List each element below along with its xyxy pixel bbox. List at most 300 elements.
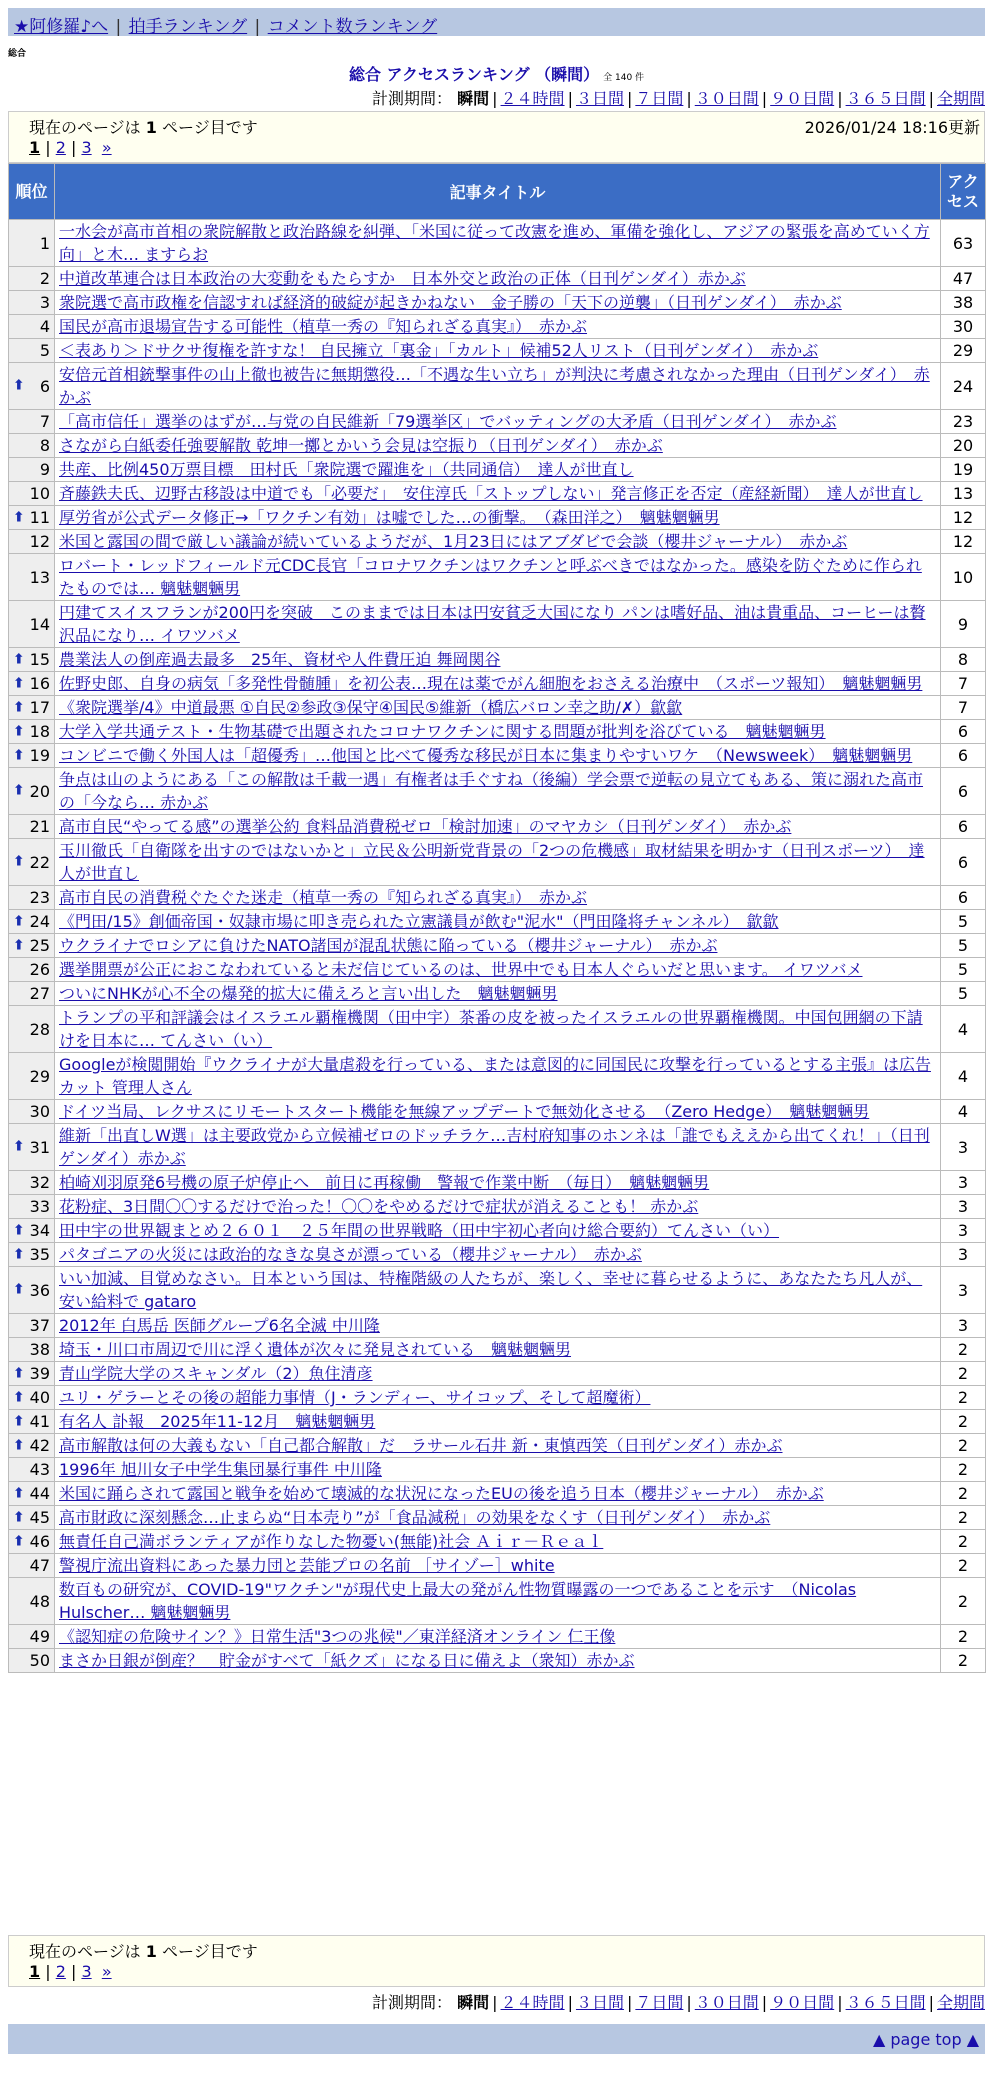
table-row [9,1195,986,1219]
table-row [9,672,986,696]
article-link[interactable]: 佐野史郎、自身の病気「多発性骨髄腫」を初公表…現在は薬でがん細胞をおさえる治療中 （スポーツ報知） 魑魅魍魎男 [59,674,923,693]
up-arrow-icon: ⬆ [13,1509,25,1525]
access-count: 4 [941,1053,986,1100]
rank-cell [9,482,55,506]
up-arrow-icon: ⬆ [13,853,25,870]
period-all-link[interactable]: 全期間 [936,89,985,108]
article-link[interactable]: 「高市信任」選挙のはずが…与党の自民維新「79選挙区」でバッティングの大矛盾（日刊ゲンダイ） 赤かぶ [59,412,837,431]
period-90d-link[interactable]: ９０日間 [770,1993,835,2012]
period-24h-link[interactable]: ２４時間 [500,89,565,108]
article-link[interactable]: ＜表あり＞ドサクサ復権を許すな！ 自民擁立「裏金」「カルト」候補52人リスト（日刊ゲンダイ） 赤かぶ [59,341,819,360]
period-365d-link[interactable]: ３６５日間 [845,89,926,108]
title-cell [55,482,941,506]
article-link[interactable]: 農業法人の倒産過去最多 25年、資材や人件費圧迫 舞岡関谷 [59,650,501,669]
access-count: 2 [941,1410,986,1434]
rank-number: 11 [29,508,50,527]
title-cell [55,1434,941,1458]
rank-cell [9,1649,55,1673]
rank-number: 32 [29,1173,50,1192]
access-count: 5 [941,910,986,934]
up-arrow-icon: ⬆ [13,1365,25,1381]
rank-number: 35 [29,1245,50,1264]
article-link[interactable]: 2012年 白馬岳 医師グループ6名全滅 中川隆 [59,1316,380,1335]
article-link[interactable]: ユリ・ゲラーとその後の超能力事情（J・ランディー、サイコップ、そして超魔術） [59,1388,651,1407]
rank-cell [9,1267,55,1314]
title-cell [55,886,941,910]
title-cell [55,554,941,601]
article-link[interactable]: ついにNHKが心不全の爆発的拡大に備えろと言い出した 魑魅魍魎男 [59,984,558,1003]
article-link[interactable]: パタゴニアの火災には政治的なきな臭さが漂っている（櫻井ジャーナル） 赤かぶ [59,1245,642,1264]
rank-number: 22 [29,852,50,872]
article-link[interactable]: 数百もの研究が、COVID-19"ワクチン"が現代史上最大の発がん性物質曝露の一つであることを示す （Nicolas Hulscher… 魑魅魍魎男 [59,1580,857,1622]
up-arrow-icon: ⬆ [13,1222,25,1238]
page-3-link[interactable]: 3 [81,1962,92,1981]
title-cell [55,648,941,672]
table-row [9,339,986,363]
table-row [9,1124,986,1171]
table-row [9,768,986,815]
title-cell [55,1314,941,1338]
access-count: 47 [941,267,986,291]
article-link[interactable]: ウクライナでロシアに負けたNATO諸国が混乱状態に陥っている（櫻井ジャーナル） 赤かぶ [59,936,718,955]
rank-cell [9,1410,55,1434]
rank-number: 45 [29,1508,50,1527]
period-7d-link[interactable]: ７日間 [635,89,684,108]
ranking-title: 総合 アクセスランキング （瞬間） [348,65,600,84]
rank-cell [9,1506,55,1530]
period-label: 計測期間： [372,1993,453,2012]
rank-cell [9,1314,55,1338]
table-row [9,1410,986,1434]
access-count: 3 [941,1267,986,1314]
table-row [9,839,986,886]
pager-box-top [8,111,985,163]
access-count: 6 [941,744,986,768]
current-page-text-bottom: 現在のページは 1 ページ目です [29,1942,258,1961]
period-3d-link[interactable]: ３日間 [575,1993,624,2012]
title-cell [55,1243,941,1267]
access-count: 2 [941,1458,986,1482]
rank-number: 38 [29,1340,50,1359]
table-row [9,958,986,982]
rank-cell [9,458,55,482]
rank-cell [9,1482,55,1506]
rank-number: 24 [29,912,50,931]
access-count: 19 [941,458,986,482]
rank-number: 17 [29,698,50,717]
up-arrow-icon: ⬆ [13,1533,25,1549]
rank-cell [9,1458,55,1482]
article-link[interactable]: さながら白紙委任強要解散 乾坤一擲とかいう会見は空振り（日刊ゲンダイ） 赤かぶ [59,436,663,455]
page-2-link[interactable]: 2 [55,138,66,157]
table-row [9,1053,986,1100]
period-30d-link[interactable]: ３０日間 [694,1993,759,2012]
rank-cell [9,720,55,744]
rank-number: 5 [39,341,50,360]
article-link[interactable]: まさか日銀が倒産？ 貯金がすべて「紙クズ」になる日に備えよ（衆知）赤かぶ [59,1651,635,1670]
rank-cell [9,910,55,934]
article-link[interactable]: ロバート・レッドフィールド元CDC長官「コロナワクチンはワクチンと呼ぶべきではなかった。感染を防ぐために作られたものでは… 魑魅魍魎男 [59,556,922,598]
rank-cell [9,410,55,434]
period-90d-link[interactable]: ９０日間 [770,89,835,108]
table-row [9,1578,986,1625]
table-row [9,1458,986,1482]
title-cell [55,1625,941,1649]
rank-number: 44 [29,1484,50,1503]
rank-cell [9,291,55,315]
table-row [9,458,986,482]
page-3-link[interactable]: 3 [81,138,92,157]
article-link[interactable]: 争点は山のようにある「この解散は千載一遇」有権者は手ぐすね（後編）学会票で逆転の見立てもある、策に溺れた高市の「今なら… 赤かぶ [59,770,924,812]
title-cell [55,910,941,934]
comment-ranking-link[interactable]: コメント数ランキング [267,17,438,37]
access-count: 6 [941,768,986,815]
rank-cell [9,1243,55,1267]
rank-cell [9,958,55,982]
rank-cell [9,1124,55,1171]
table-row [9,1314,986,1338]
rank-number: 49 [29,1627,50,1646]
separator: | [115,17,122,37]
rank-cell [9,1554,55,1578]
table-row [9,554,986,601]
table-row [9,1482,986,1506]
rank-number: 34 [29,1221,50,1240]
access-count: 2 [941,1338,986,1362]
rank-number: 21 [29,817,50,836]
access-count: 13 [941,482,986,506]
period-365d-link[interactable]: ３６５日間 [845,1993,926,2012]
rank-number: 2 [39,269,50,288]
table-header-row [9,164,986,220]
table-row [9,506,986,530]
article-link[interactable]: 選挙開票が公正におこなわれていると未だ信じているのは、世界中でも日本人ぐらいだと思います。 イワツバメ [59,960,863,979]
rank-cell [9,1171,55,1195]
title-cell [55,315,941,339]
rank-cell [9,886,55,910]
table-row [9,434,986,458]
title-cell [55,410,941,434]
up-arrow-icon: ⬆ [13,723,25,739]
article-link[interactable]: 警視庁流出資料にあった暴力団と芸能プロの名前 ［サイゾー］white [59,1556,555,1575]
title-cell [55,1053,941,1100]
article-link[interactable]: トランプの平和評議会はイスラエル覇権機関（田中宇）茶番の皮を被ったイスラエルの世界覇権機関。中国包囲網の下請けを日本に… てんさい（い） [59,1008,923,1050]
title-cell [55,958,941,982]
access-count: 2 [941,1386,986,1410]
rank-cell [9,1195,55,1219]
table-row [9,410,986,434]
access-count: 12 [941,530,986,554]
access-count: 63 [941,220,986,267]
table-row [9,1362,986,1386]
up-arrow-icon: ⬆ [13,509,25,525]
rank-number: 8 [39,436,50,455]
page-title [0,62,993,85]
access-count: 4 [941,1006,986,1053]
rank-number: 9 [39,460,50,479]
table-row [9,815,986,839]
next-page-link[interactable]: » [101,1962,112,1981]
title-cell [55,934,941,958]
rank-cell [9,672,55,696]
access-count: 6 [941,815,986,839]
rank-number: 3 [39,293,50,312]
rank-cell [9,1434,55,1458]
table-row [9,482,986,506]
rank-cell [9,1386,55,1410]
table-row [9,1006,986,1053]
page-2-link[interactable]: 2 [55,1962,66,1981]
rank-number: 18 [29,722,50,741]
up-arrow-icon: ⬆ [13,913,25,929]
rank-cell [9,1338,55,1362]
rank-number: 29 [29,1066,50,1086]
rank-cell [9,839,55,886]
access-count: 3 [941,1243,986,1267]
rank-number: 40 [29,1388,50,1407]
period-current: 瞬間 [457,1993,490,2012]
access-count: 23 [941,410,986,434]
table-row [9,1171,986,1195]
article-link[interactable]: 斉藤鉄夫氏、辺野古移設は中道でも「必要だ」 安住淳氏「ストップしない」発言修正を否定（産経新聞） 達人が世直し [59,484,923,503]
article-link[interactable]: 衆院選で高市政権を信認すれば経済的破綻が起きかねない 金子勝の「天下の逆襲」（日刊ゲンダイ） 赤かぶ [59,293,842,312]
period-30d-link[interactable]: ３０日間 [694,89,759,108]
access-count: 2 [941,1362,986,1386]
article-link[interactable]: コンビニで働く外国人は「超優秀」…他国と比べて優秀な移民が日本に集まりやすいワケ （Newsweek） 魑魅魍魎男 [59,746,913,765]
access-count: 29 [941,339,986,363]
title-cell [55,1362,941,1386]
period-label: 計測期間： [372,89,453,108]
table-row [9,315,986,339]
table-row [9,934,986,958]
title-cell [55,982,941,1006]
top-nav-bar [8,8,985,36]
title-cell [55,1171,941,1195]
total-count: 全 140 件 [603,73,645,83]
title-cell [55,1530,941,1554]
title-cell [55,1482,941,1506]
article-link[interactable]: 花粉症、3日間〇〇するだけで治った！〇〇をやめるだけで症状が消えることも！ 赤かぶ [59,1197,699,1216]
access-count: 3 [941,1124,986,1171]
article-link[interactable]: 高市財政に深刻懸念…止まらぬ“日本売り”が「食品減税」の効果をなくす（日刊ゲンダイ） 赤かぶ [59,1508,771,1527]
title-cell [55,1338,941,1362]
access-count: 30 [941,315,986,339]
period-7d-link[interactable]: ７日間 [635,1993,684,2012]
table-row [9,1219,986,1243]
title-cell [55,1554,941,1578]
access-count: 9 [941,601,986,648]
rank-number: 10 [29,484,50,503]
article-link[interactable]: 玉川徹氏「自衛隊を出すのではないかと」立民＆公明新党背景の「2つの危機感」取材結果を明かす（日刊スポーツ） 達人が世直し [59,841,925,883]
up-arrow-icon: ⬆ [13,1138,25,1155]
access-count: 5 [941,958,986,982]
article-link[interactable]: 高市自民“やってる感”の選挙公約 食料品消費税ゼロ「検討加速」のマヤカシ（日刊ゲンダイ） 赤かぶ [59,817,792,836]
period-selector-bottom: 計測期間： 瞬間 | ２４時間 | ３日間 | ７日間 | ３０日間 | ９０日間 | ３６５日間 | 全期間 [372,1993,985,2012]
rank-number: 26 [29,960,50,979]
up-arrow-icon: ⬆ [13,1281,25,1298]
rank-number: 39 [29,1364,50,1383]
period-24h-link[interactable]: ２４時間 [500,1993,565,2012]
rank-cell [9,267,55,291]
article-link[interactable]: 無責任自己満ボランティアが作りなした物憂い(無能)社会 Ａｉｒ－Ｒｅａｌ [59,1532,604,1551]
table-row [9,1338,986,1362]
rank-cell [9,1530,55,1554]
access-count: 10 [941,554,986,601]
title-cell [55,363,941,410]
access-count: 24 [941,363,986,410]
title-cell [55,1386,941,1410]
up-arrow-icon: ⬆ [13,1437,25,1453]
rank-number: 36 [29,1280,50,1300]
access-count: 6 [941,839,986,886]
table-row [9,1100,986,1124]
period-all-link[interactable]: 全期間 [936,1993,985,2012]
access-count: 12 [941,506,986,530]
title-cell [55,696,941,720]
rank-number: 6 [39,376,50,396]
current-page-text: 現在のページは 1 ページ目です [29,118,258,137]
rank-number: 15 [29,650,50,669]
rank-cell [9,934,55,958]
rank-cell [9,363,55,410]
rank-number: 33 [29,1197,50,1216]
title-cell [55,1649,941,1673]
rank-number: 4 [39,317,50,336]
article-link[interactable]: 高市解散は何の大義もない「自己都合解散」だ ラサール石井 新・東慎西笑（日刊ゲンダイ）赤かぶ [59,1436,783,1455]
access-count: 3 [941,1171,986,1195]
period-current: 瞬間 [457,89,490,108]
access-count: 8 [941,648,986,672]
article-link[interactable]: 共産、比例450万票目標 田村氏「衆院選で躍進を」（共同通信） 達人が世直し [59,460,634,479]
rank-number: 30 [29,1102,50,1121]
article-link[interactable]: Googleが検閲開始『ウクライナが大量虐殺を行っている、または意図的に同国民に攻撃を行っているとする主張』は広告カット 管理人さん [59,1055,931,1097]
title-cell [55,1506,941,1530]
up-arrow-icon: ⬆ [13,747,25,763]
rank-cell [9,1006,55,1053]
applause-ranking-link[interactable]: 拍手ランキング [128,17,248,37]
table-row [9,220,986,267]
title-cell [55,530,941,554]
rank-cell [9,982,55,1006]
article-link[interactable]: 円建てスイスフランが200円を突破 このままでは日本は円安貧乏大国になり パンは嗜好品、油は貴重品、コーヒーは贅沢品になり… イワツバメ [59,603,926,645]
article-link[interactable]: 有名人 訃報 2025年11-12月 魑魅魍魎男 [59,1412,376,1431]
rank-number: 14 [29,614,50,634]
article-link[interactable]: 《認知症の危険サイン？》日常生活"3つの兆候"／東洋経済オンライン 仁王像 [59,1627,616,1646]
article-link[interactable]: 中道改革連合は日本政治の大変動をもたらすか 日本外交と政治の正体（日刊ゲンダイ）赤かぶ [59,269,746,288]
category-label: 総合 [8,49,27,59]
table-row [9,886,986,910]
article-link[interactable]: 柏崎刈羽原発6号機の原子炉停止へ 前日に再稼働 警報で作業中断 （毎日） 魑魅魍魎男 [59,1173,710,1192]
next-page-link[interactable]: » [101,138,112,157]
article-link[interactable]: 《衆院選挙/4》中道最悪 ①自民②参政③保守④国民⑤維新（橋広バロン幸之助/✗）歙歙 [59,698,683,717]
access-count: 6 [941,720,986,744]
title-header: 記事タイトル [55,164,941,220]
access-count: 2 [941,1434,986,1458]
article-link[interactable]: 厚労省が公式データ修正→「ワクチン有効」は嘘でした…の衝撃。 （森田洋之） 魑魅魍魎男 [59,508,720,527]
rank-cell [9,648,55,672]
up-arrow-icon: ⬆ [13,937,25,953]
rank-number: 41 [29,1412,50,1431]
rank-cell [9,506,55,530]
article-link[interactable]: 安倍元首相銃撃事件の山上徹也被告に無期懲役…「不遇な生い立ち」が判決に考慮されなかった理由（日刊ゲンダイ） 赤かぶ [59,365,930,407]
rank-cell [9,1053,55,1100]
article-link[interactable]: 埼玉・川口市周辺で川に浮く遺体が次々に発見されている 魑魅魍魎男 [59,1340,572,1359]
pager-box-bottom [8,1935,985,1987]
title-cell [55,1267,941,1314]
access-count: 5 [941,934,986,958]
rank-number: 46 [29,1532,50,1551]
updated-datetime: 2026/01/24 18:16更新 [804,118,980,137]
article-link[interactable]: 青山学院大学のスキャンダル（2）魚住清彦 [59,1364,373,1383]
rank-number: 42 [29,1436,50,1455]
asyura-home-link[interactable]: ★阿修羅♪へ [14,17,109,37]
up-arrow-icon: ⬆ [13,651,25,667]
rank-number: 31 [29,1137,50,1157]
table-row [9,910,986,934]
title-cell [55,720,941,744]
article-link[interactable]: 維新「出直しW選」は主要政党から立候補ゼロのドッチラケ…吉村府知事のホンネは「誰でもええから出てくれ！」（日刊ゲンダイ）赤かぶ [59,1126,930,1168]
article-link[interactable]: いい加減、目覚めなさい。日本という国は、特権階級の人たちが、楽しく、幸せに暮らせるように、あなたたち凡人が、安い給料で gataro [59,1269,923,1311]
table-row [9,982,986,1006]
article-link[interactable]: 高市自民の消費税ぐたぐた迷走（植草一秀の『知られざる真実』） 赤かぶ [59,888,588,907]
access-count: 2 [941,1554,986,1578]
access-count: 2 [941,1506,986,1530]
table-row [9,1267,986,1314]
article-link[interactable]: 一水会が高市首相の衆院解散と政治路線を糾弾、「米国に従って改憲を進め、軍備を強化し、アジアの緊張を高めていく方向」と木… ますらお [59,222,930,264]
access-count: 2 [941,1530,986,1554]
rank-number: 19 [29,746,50,765]
article-link[interactable]: 大学入学共通テスト・生物基礎で出題されたコロナワクチンに関する問題が批判を浴びている 魑魅魍魎男 [59,722,826,741]
title-cell [55,291,941,315]
page-top-link[interactable]: ▲ page top ▲ [872,2030,979,2049]
article-link[interactable]: ドイツ当局、レクサスにリモートスタート機能を無線アップデートで無効化させる （Zero Hedge） 魑魅魍魎男 [59,1102,870,1121]
rank-header: 順位 [9,164,55,220]
article-link[interactable]: 国民が高市退場宣告する可能性（植草一秀の『知られざる真実』） 赤かぶ [59,317,588,336]
article-link[interactable]: 田中宇の世界観まとめ２６０１ ２５年間の世界戦略（田中宇初心者向け総合要約）てんさい（い） [59,1221,780,1240]
title-cell [55,1124,941,1171]
up-arrow-icon: ⬆ [13,1485,25,1501]
table-row [9,1243,986,1267]
rank-cell [9,768,55,815]
article-link[interactable]: 1996年 旭川女子中学生集団暴行事件 中川隆 [59,1460,382,1479]
period-3d-link[interactable]: ３日間 [575,89,624,108]
rank-number: 20 [29,781,50,801]
rank-cell [9,815,55,839]
title-cell [55,220,941,267]
top-links [14,12,437,37]
access-count: 5 [941,982,986,1006]
access-count: 3 [941,1219,986,1243]
rank-cell [9,1362,55,1386]
up-arrow-icon: ⬆ [13,675,25,691]
rank-number: 16 [29,674,50,693]
title-cell [55,1006,941,1053]
access-count: 38 [941,291,986,315]
article-link[interactable]: 米国に踊らされて露国と戦争を始めて壊滅的な状況になったEUの後を追う日本（櫻井ジャーナル） 赤かぶ [59,1484,824,1503]
table-row [9,648,986,672]
title-cell [55,1458,941,1482]
rank-number: 43 [29,1460,50,1479]
article-link[interactable]: 米国と露国の間で厳しい議論が続いているようだが、1月23日にはアブダビで会談（櫻井ジャーナル） 赤かぶ [59,532,848,551]
rank-number: 50 [29,1651,50,1670]
article-link[interactable]: 《門田/15》創価帝国・奴隷市場に叩き売られた立憲議員が飲む"泥水"（門田隆将チャンネル） 歙歙 [59,912,779,931]
rank-number: 7 [39,412,50,431]
rank-number: 23 [29,888,50,907]
rank-number: 27 [29,984,50,1003]
title-cell [55,601,941,648]
rank-cell [9,696,55,720]
table-row [9,1530,986,1554]
